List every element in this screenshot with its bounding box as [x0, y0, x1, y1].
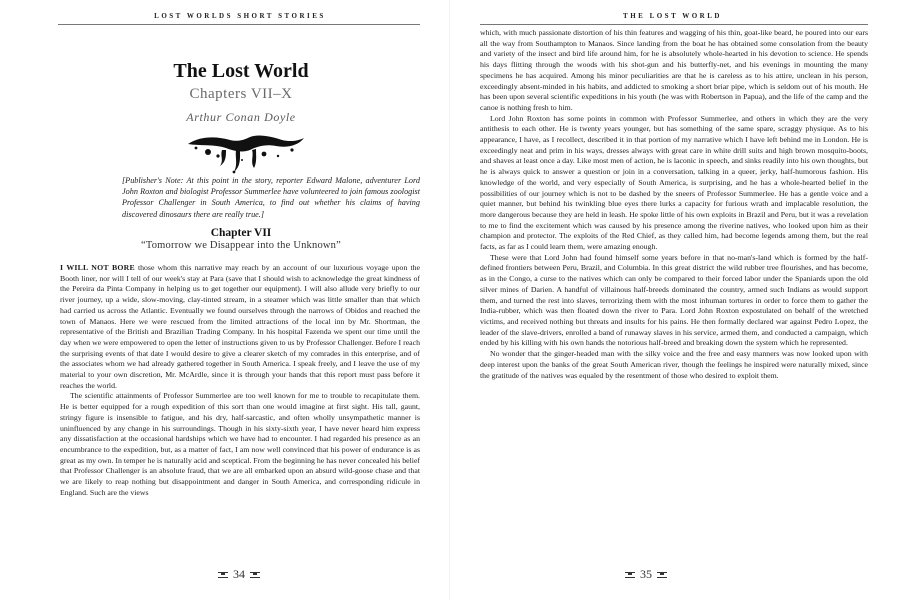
- ink-splash-flourish-icon: [178, 130, 308, 174]
- chapter-subtitle: “Tomorrow we Disappear into the Unknown”: [140, 240, 341, 251]
- paragraph: which, with much passionate distortion of his thin features and wagging of his thin, goat-like beard, he poured into our ears all the way from Southampton to Manaos. Since landing from the boat he has obtained some consolation from the beauty and variety of the insect and bird life around him, for he is absolutely whole-hearted in his devotion to science. He spends his days flitting through the woods with his shot-gun and his butterfly-net, and his evenings in mounting the many specimens he has acquired. Among his minor peculiarities are that he is careless as to his attire, unclean in his person, exceedingly absent-minded in his habits, and addicted to smoking a short briar pipe, which is seldom out of his mouth. He has been upon several scientific expeditions in his youth (he was with Robertson in Papua), and the life of the camp and the canoe is nothing fresh to him.: [480, 28, 868, 112]
- body-text-right: [480, 28, 868, 381]
- lead-in: I WILL NOT BORE: [60, 263, 135, 272]
- chapters-range: Chapters VII–X: [189, 86, 293, 102]
- header-rule-right: [480, 24, 868, 25]
- paragraph: [60, 263, 420, 391]
- folio-ornament-icon: [218, 572, 228, 578]
- header-rule-left: [58, 24, 420, 25]
- publisher-note: [Publisher's Note: At this point in the story, reporter Edward Malone, adventurer Lord John Roxton and biologist Professor Summerlee have volunteered to join famous zoologist Professor Challenger in South America, to find out whether his claims of having discovered dinosaurs there are really true.]: [122, 176, 420, 219]
- author-name: Arthur Conan Doyle: [186, 110, 296, 124]
- page-number-left: [218, 567, 260, 582]
- page-number: 35: [640, 567, 652, 581]
- right-page: [450, 0, 900, 600]
- paragraph: Lord John Roxton has some points in common with Professor Summerlee, and others in which they are the very antithesis to each other. He is twenty years younger, but has something of the same spare, scraggy physique. As to his appearance, I have, as I recollect, described it in that portion of my narrative which I have left behind me in London. He is exceedingly neat and prim in his ways, dresses always with great care in white drill suits and high brown mosquito-boots, and shaves at least once a day. Like most men of action, he is laconic in speech, and sinks readily into his own thoughts, but he is always quick to answer a question or join in a conversation, talking in a queer, jerky, half-humorous fashion. His knowledge of the world, and very especially of South America, is surprising, and he has a whole-hearted belief in the possibilities of our journey which is not to be dashed by the sneers of Professor Summerlee. He has a gentle voice and a quiet manner, but behind his twinkling blue eyes there lurks a capacity for furious wrath and implacable resolution, the more dangerous because they are held in leash. He spoke little of his own exploits in Brazil and Peru, but it was a revelation to me to find the excitement which was caused by his presence among the riverine natives, who looked upon him as their champion and protector. The exploits of the Red Chief, as they called him, had become legends among them, but the real facts, as far as I could learn them, were amazing enough.: [480, 113, 868, 252]
- folio-ornament-icon: [657, 572, 667, 578]
- folio-ornament-icon: [250, 572, 260, 578]
- paragraph: No wonder that the ginger-headed man with the silky voice and the free and easy manners was now looked upon with deep interest upon the banks of the great South American river, though the feelings he inspired were naturally mixed, since the gratitude of the natives was equaled by the resentment of those who desired to exploit them.: [480, 349, 868, 380]
- folio-ornament-icon: [625, 572, 635, 578]
- body-text-left: [60, 263, 420, 498]
- paragraph: The scientific attainments of Professor Summerlee are too well known for me to trouble to recapitulate them. He is better equipped for a rough expedition of this sort than one would imagine at first sight. His tall, gaunt, stringy figure is insensible to fatigue, and his dry, half-sarcastic, and often wholly unsympathetic manner is uninfluenced by any change in his surroundings. Though in his sixty-sixth year, I have never heard him express any dissatisfaction at the occasional hardships which we have had to encounter. I had regarded his presence as an encumbrance to the expedition, but, as a matter of fact, I am now well convinced that his power of endurance is as great as my own. In temper he is naturally acid and sceptical. From the beginning he has never concealed his belief that Professor Challenger is an absolute fraud, that we are all embarked upon an absurd wild-goose chase and that we are likely to reap nothing but disappointment and danger in South America, and corresponding ridicule in England. Such are the views: [60, 391, 420, 497]
- paragraph: These were that Lord John had found himself some years before in that no-man's-land which is formed by the half-defined frontiers between Peru, Brazil, and Columbia. In this great district the wild rubber tree flourishes, and has become, as in the Congo, a curse to the natives which can only be compared to their forced labor under the Spaniards upon the old silver mines of Darien. A handful of villainous half-breeds dominated the country, armed such Indians as would support them, and turned the rest into slaves, terrorizing them with the most inhuman tortures in order to force them to gather the India-rubber, which was then floated down the river to Para. Lord John Roxton expostulated on behalf of the wretched victims, and received nothing but threats and insults for his pains. He then formally declared war against Pedro Lopez, the leader of the slave-drivers, enrolled a band of runaway slaves in his service, armed them, and conducted a campaign, which ended by his killing with his own hands the notorious half-breed and breaking down the system which he represented.: [480, 252, 868, 348]
- chapter-heading: Chapter VII: [210, 227, 272, 239]
- running-head-right: THE LOST WORLD: [623, 12, 722, 20]
- paragraph-text: those whom this narrative may reach by an account of our luxurious voyage upon the Booth liner, nor will I tell of our week's stay at Para (save that I should wish to acknowledge the great kindness of the Pereira da Pinta Company in helping us to get together our equipment). I will also allude very briefly to our river journey, up a wide, slow-moving, clay-tinted stream, in a steamer which was little smaller than that which had carried us across the Atlantic. Eventually we found ourselves through the narrows of Obidos and reached the town of Manaos. Here we were rescued from the limited attractions of the local inn by Mr. Shortman, the representative of the British and Brazilian Trading Company. In his hospital Fazenda we spent our time until the day when we were empowered to open the letter of instructions given to us by Professor Challenger. Before I reach the surprising events of that date I would desire to give a clearer sketch of my comrades in this enterprise, and of the associates whom we had already gathered together in South America. I speak freely, and I leave the use of my material to your own discretion, Mr. McArdle, since it is through your hands that this report must pass before it reaches the world.: [60, 263, 420, 390]
- page-number: 34: [233, 567, 245, 581]
- page-number-right: [625, 567, 667, 582]
- running-head-left: LOST WORLDS SHORT STORIES: [154, 12, 326, 20]
- book-title: The Lost World: [173, 60, 309, 82]
